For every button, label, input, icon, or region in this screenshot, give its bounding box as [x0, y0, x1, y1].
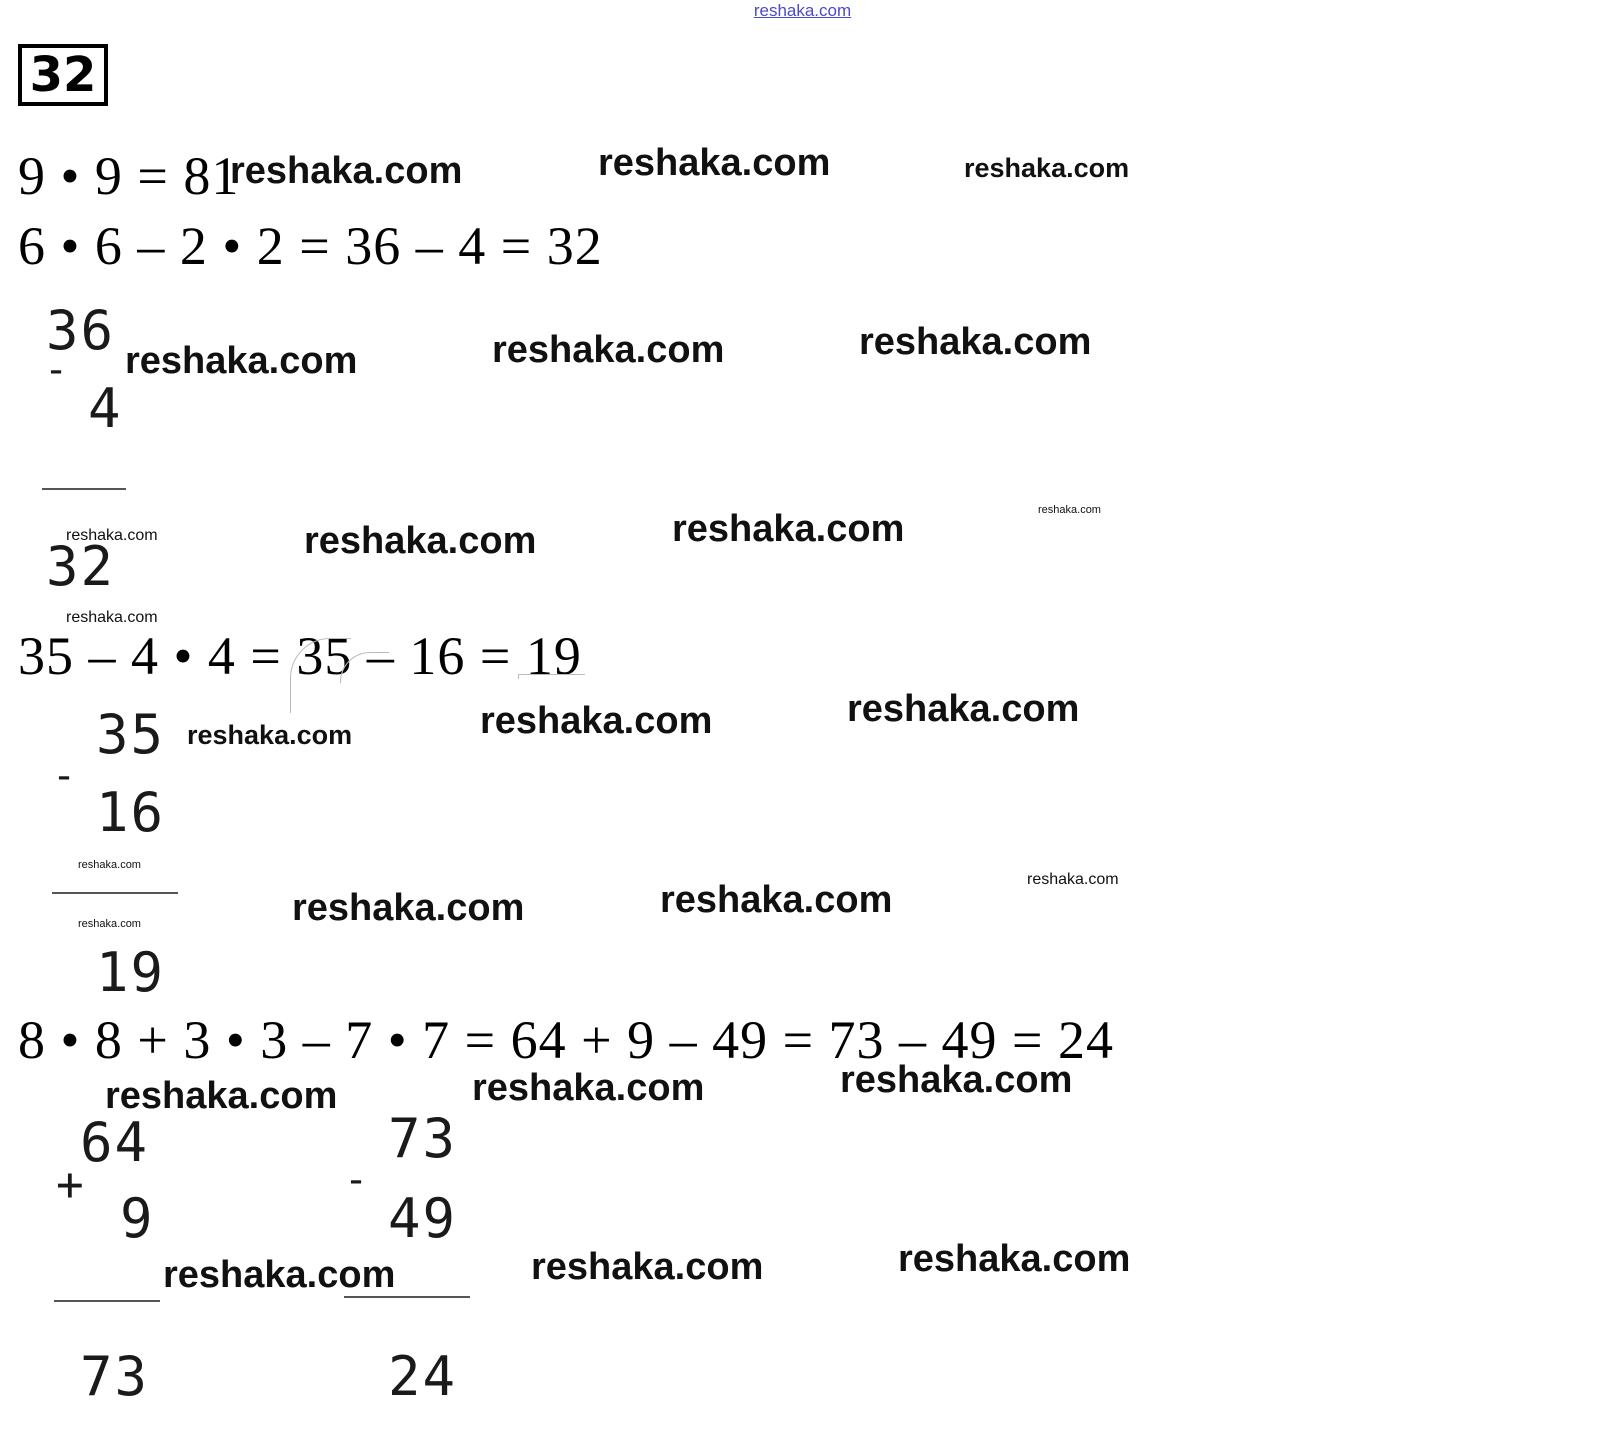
equation-4: 8 • 8 + 3 • 3 – 7 • 7 = 64 + 9 – 49 = 73 – 49 = 24: [18, 1010, 1114, 1070]
watermark: reshaka.com: [66, 527, 158, 544]
watermark: reshaka.com: [125, 340, 358, 382]
watermark: reshaka.com: [840, 1059, 1073, 1101]
watermark: reshaka.com: [531, 1246, 764, 1288]
watermark: reshaka.com: [492, 329, 725, 371]
column-4-top: 73: [388, 1107, 458, 1170]
column-3-operator: +: [56, 1157, 84, 1211]
watermark: reshaka.com: [480, 700, 713, 742]
watermark: reshaka.com: [292, 887, 525, 929]
column-4-bottom: 49: [388, 1187, 458, 1250]
watermark: reshaka.com: [898, 1238, 1131, 1280]
watermark: reshaka.com: [304, 520, 537, 562]
column-4-result: 24: [388, 1345, 458, 1408]
site-header-link[interactable]: reshaka.com: [753, 1, 852, 20]
equation-1: 9 • 9 = 81: [18, 146, 240, 206]
equation-2: 6 • 6 – 2 • 2 = 36 – 4 = 32: [18, 216, 603, 276]
column-1-rule: [42, 488, 126, 490]
sketch-mark: [518, 674, 585, 679]
column-2-bottom: 16: [96, 781, 166, 844]
watermark: reshaka.com: [163, 1254, 396, 1296]
watermark: reshaka.com: [859, 321, 1092, 363]
column-1-result: 32: [46, 535, 116, 598]
column-4-rule: [344, 1296, 470, 1298]
watermark: reshaka.com: [847, 688, 1080, 730]
column-1-operator: -: [44, 347, 69, 393]
watermark: reshaka.com: [230, 150, 463, 192]
column-2-rule: [52, 892, 178, 894]
watermark: reshaka.com: [105, 1075, 338, 1117]
watermark: reshaka.com: [78, 859, 141, 871]
equation-3: 35 – 4 • 4 = 35 – 16 = 19: [18, 626, 582, 686]
watermark: reshaka.com: [472, 1067, 705, 1109]
column-2-operator: -: [52, 753, 77, 799]
watermark: reshaka.com: [598, 142, 831, 184]
column-4-operator: -: [344, 1157, 369, 1203]
watermark: reshaka.com: [78, 918, 141, 930]
column-2-top: 35: [96, 703, 166, 766]
column-2-result: 19: [96, 941, 166, 1004]
watermark: reshaka.com: [187, 720, 353, 750]
watermark: reshaka.com: [1027, 871, 1119, 888]
watermark: reshaka.com: [66, 609, 158, 626]
column-3-top: 64: [80, 1111, 150, 1174]
task-number: 32: [18, 44, 108, 106]
column-3-bottom: 9: [120, 1187, 155, 1250]
column-3-result: 73: [80, 1345, 150, 1408]
watermark: reshaka.com: [964, 153, 1130, 183]
watermark: reshaka.com: [660, 879, 893, 921]
column-1-bottom: 4: [88, 377, 123, 440]
column-1-top: 36: [46, 299, 116, 362]
watermark: reshaka.com: [1038, 504, 1101, 516]
column-3-rule: [54, 1300, 160, 1302]
watermark: reshaka.com: [672, 508, 905, 550]
